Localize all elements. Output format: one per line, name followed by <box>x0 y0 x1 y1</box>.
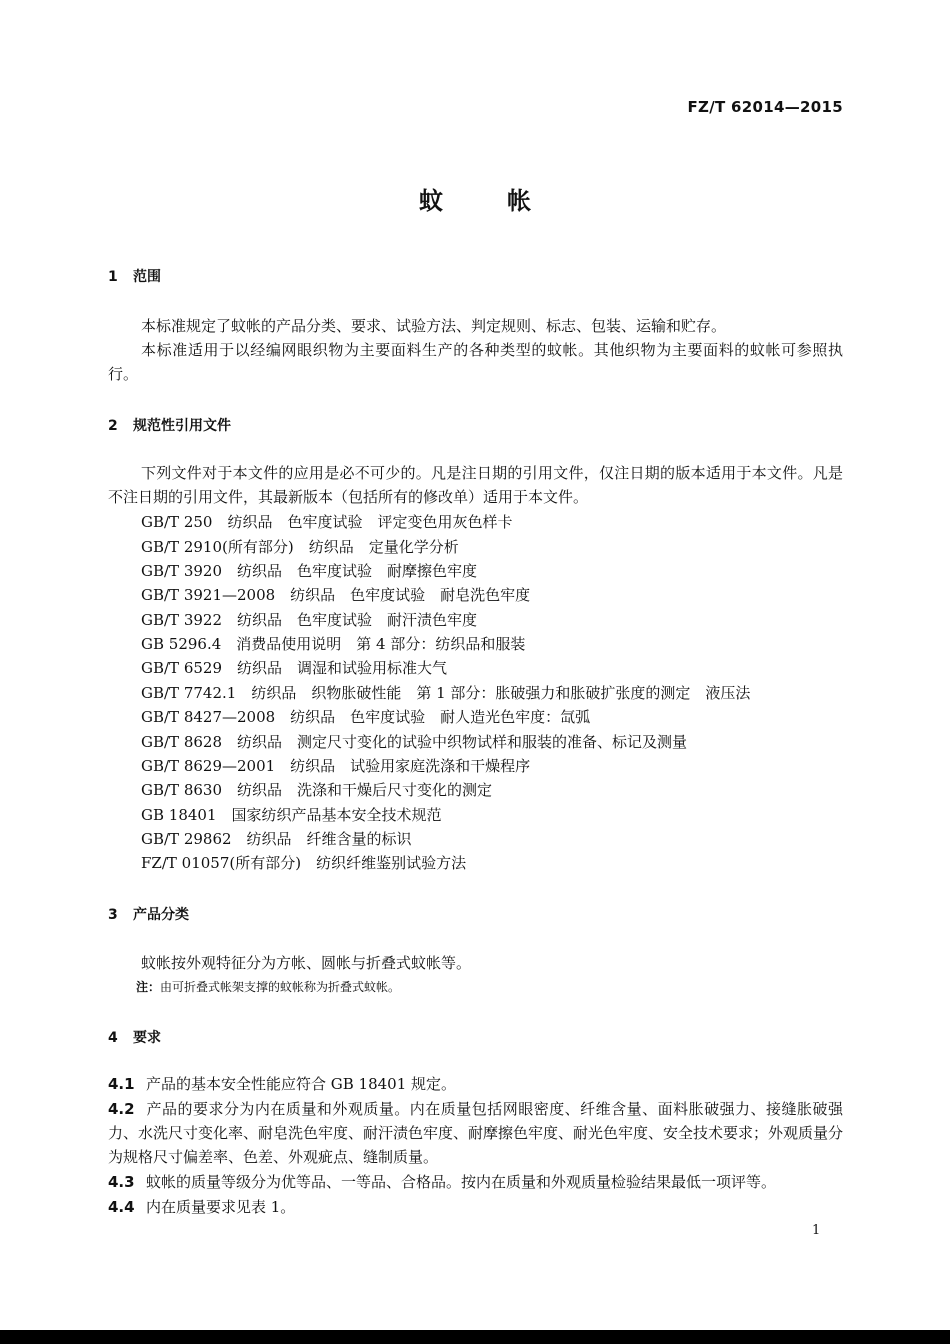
scan-edge-bar <box>0 1330 950 1344</box>
reference-item: GB/T 3921—2008 纺织品 色牢度试验 耐皂洗色牢度 <box>141 586 531 604</box>
reference-item: GB/T 7742.1 纺织品 织物胀破性能 第 1 部分：胀破强力和胀破扩张度的测定 液压法 <box>141 684 751 702</box>
reference-item: GB/T 2910(所有部分) 纺织品 定量化学分析 <box>141 538 459 556</box>
document-title: 蚊帐 <box>419 187 595 215</box>
reference-item: GB 5296.4 消费品使用说明 第 4 部分：纺织品和服装 <box>141 635 526 653</box>
section-2-intro: 下列文件对于本文件的应用是必不可少的。凡是注日期的引用文件，仅注日期的版本适用于本文件。凡是不注日期的引用文件，其最新版本（包括所有的修改单）适用于本文件。 <box>108 464 843 506</box>
reference-item: GB/T 250 纺织品 色牢度试验 评定变色用灰色样卡 <box>141 513 513 531</box>
standard-code: FZ/T 62014—2015 <box>687 98 843 116</box>
reference-item: GB/T 8629—2001 纺织品 试验用家庭洗涤和干燥程序 <box>141 757 531 775</box>
requirement-number: 4.2 <box>108 1100 135 1118</box>
reference-item: GB/T 8630 纺织品 洗涤和干燥后尺寸变化的测定 <box>141 781 493 799</box>
section-2-title: 规范性引用文件 <box>133 418 231 434</box>
section-1-paragraph-2: 本标准适用于以经编网眼织物为主要面料生产的各种类型的蚊帐。其他织物为主要面料的蚊帐可参照执行。 <box>108 341 843 383</box>
section-3-note <box>136 979 400 995</box>
requirement-text: 内在质量要求见表 1。 <box>146 1198 296 1216</box>
requirement-item <box>108 1170 843 1194</box>
section-2-heading <box>108 415 231 435</box>
section-4-heading <box>108 1027 161 1047</box>
section-1-heading <box>108 266 161 286</box>
requirement-text: 产品的要求分为内在质量和外观质量。内在质量包括网眼密度、纤维含量、面料胀破强力、接缝胀破强力、水洗尺寸变化率、耐皂洗色牢度、耐汗渍色牢度、耐摩擦色牢度、耐光色牢度、安全技术要求；外观质量分为规格尺寸偏差率、色差、外观疵点、缝制质量。 <box>108 1100 844 1166</box>
requirement-item <box>108 1072 843 1096</box>
reference-item: GB/T 6529 纺织品 调湿和试验用标准大气 <box>141 659 448 677</box>
section-3-title: 产品分类 <box>133 907 189 923</box>
reference-item: GB/T 3922 纺织品 色牢度试验 耐汗渍色牢度 <box>141 611 478 629</box>
section-2-number: 2 <box>108 418 118 434</box>
reference-item: GB/T 8628 纺织品 测定尺寸变化的试验中织物试样和服装的准备、标记及测量 <box>141 733 688 751</box>
requirement-text: 产品的基本安全性能应符合 GB 18401 规定。 <box>146 1075 457 1093</box>
reference-item: GB/T 3920 纺织品 色牢度试验 耐摩擦色牢度 <box>141 562 478 580</box>
section-3-heading <box>108 904 189 924</box>
requirement-number: 4.1 <box>108 1075 135 1093</box>
section-4-title: 要求 <box>133 1030 161 1046</box>
requirement-text: 蚊帐的质量等级分为优等品、一等品、合格品。按内在质量和外观质量检验结果最低一项评等。 <box>146 1173 777 1191</box>
section-4-number: 4 <box>108 1030 118 1046</box>
section-3-number: 3 <box>108 907 118 923</box>
reference-item: GB 18401 国家纺织产品基本安全技术规范 <box>141 806 442 824</box>
note-text: 由可折叠式帐架支撑的蚊帐称为折叠式蚊帐。 <box>160 980 401 994</box>
requirement-number: 4.4 <box>108 1198 135 1216</box>
section-3-paragraph: 蚊帐按外观特征分为方帐、圆帐与折叠式蚊帐等。 <box>141 954 472 972</box>
reference-item: GB/T 29862 纺织品 纤维含量的标识 <box>141 830 412 848</box>
reference-item: GB/T 8427—2008 纺织品 色牢度试验 耐人造光色牢度：氙弧 <box>141 708 591 726</box>
requirement-item <box>108 1097 843 1169</box>
section-1-paragraph-1: 本标准规定了蚊帐的产品分类、要求、试验方法、判定规则、标志、包装、运输和贮存。 <box>141 317 727 335</box>
section-1-number: 1 <box>108 269 118 285</box>
page-number: 1 <box>812 1223 821 1238</box>
requirement-item <box>108 1195 843 1219</box>
requirement-number: 4.3 <box>108 1173 135 1191</box>
reference-item: FZ/T 01057(所有部分) 纺织纤维鉴别试验方法 <box>141 854 467 872</box>
section-1-title: 范围 <box>133 269 161 285</box>
note-label: 注： <box>136 980 161 994</box>
